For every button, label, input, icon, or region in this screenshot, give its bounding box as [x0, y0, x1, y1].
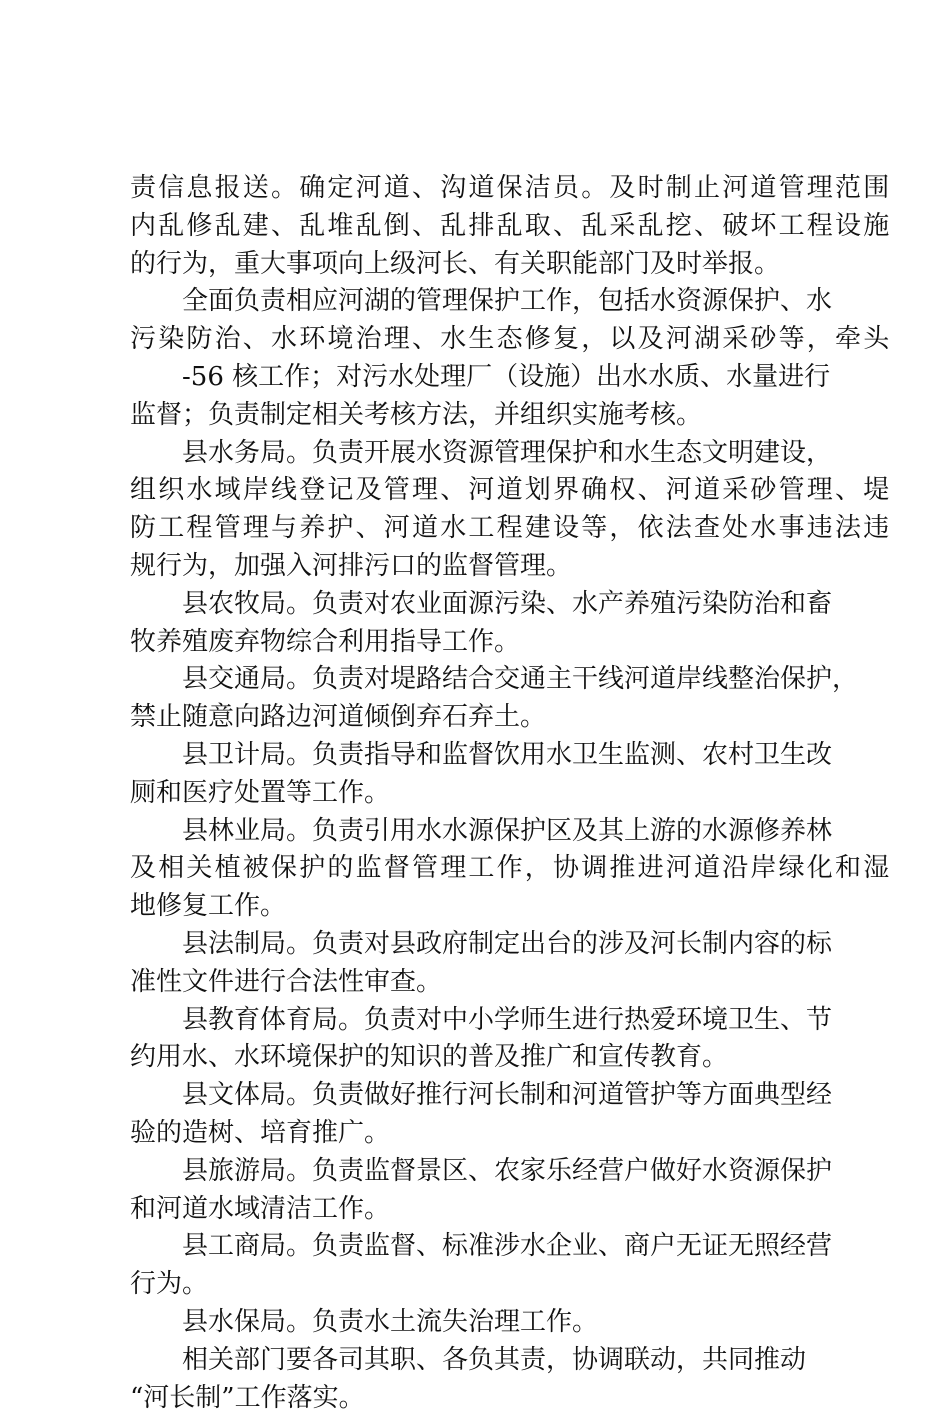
text-line: 验的造树、培育推广。 — [130, 1115, 830, 1153]
text-line: 厕和医疗处置等工作。 — [130, 775, 830, 813]
text-line: 监督；负责制定相关考核方法，并组织实施考核。 — [130, 397, 830, 435]
paragraph-start-line: 相关部门要各司其职、各负其责，协调联动，共同推动 — [130, 1342, 830, 1380]
document-body — [130, 170, 830, 1417]
text-line: 责信息报送。确定河道、沟道保洁员。及时制止河道管理范围 — [130, 170, 830, 208]
text-line: 约用水、水环境保护的知识的普及推广和宣传教育。 — [130, 1039, 830, 1077]
text-line: 禁止随意向路边河道倾倒弃石弃土。 — [130, 699, 830, 737]
text-line: 内乱修乱建、乱堆乱倒、乱排乱取、乱采乱挖、破坏工程设施 — [130, 208, 830, 246]
paragraph-start-line: 县旅游局。负责监督景区、农家乐经营户做好水资源保护 — [130, 1153, 830, 1191]
paragraph-start-line: 县交通局。负责对堤路结合交通主干线河道岸线整治保护， — [130, 661, 830, 699]
paragraph-start-line: 全面负责相应河湖的管理保护工作，包括水资源保护、水 — [130, 283, 830, 321]
text-line: 行为。 — [130, 1266, 830, 1304]
text-line: 规行为，加强入河排污口的监督管理。 — [130, 548, 830, 586]
text-line: -56 核工作；对污水处理厂（设施）出水水质、水量进行 — [130, 359, 830, 397]
text-line: 防工程管理与养护、河道水工程建设等，依法查处水事违法违 — [130, 510, 830, 548]
text-line: 及相关植被保护的监督管理工作，协调推进河道沿岸绿化和湿 — [130, 850, 830, 888]
text-line: 的行为，重大事项向上级河长、有关职能部门及时举报。 — [130, 246, 830, 284]
paragraph-start-line: 县法制局。负责对县政府制定出台的涉及河长制内容的标 — [130, 926, 830, 964]
paragraph-start-line: 县水务局。负责开展水资源管理保护和水生态文明建设， — [130, 435, 830, 473]
text-line: 准性文件进行合法性审查。 — [130, 964, 830, 1002]
paragraph-start-line: 县卫计局。负责指导和监督饮用水卫生监测、农村卫生改 — [130, 737, 830, 775]
paragraph-start-line: 县教育体育局。负责对中小学师生进行热爱环境卫生、节 — [130, 1002, 830, 1040]
paragraph-start-line: 县林业局。负责引用水水源保护区及其上游的水源修养林 — [130, 813, 830, 851]
text-line: 组织水域岸线登记及管理、河道划界确权、河道采砂管理、堤 — [130, 472, 830, 510]
text-line: “河长制”工作落实。 — [130, 1380, 830, 1417]
text-line: 地修复工作。 — [130, 888, 830, 926]
paragraph-start-line: 县文体局。负责做好推行河长制和河道管护等方面典型经 — [130, 1077, 830, 1115]
paragraph-start-line: 县水保局。负责水土流失治理工作。 — [130, 1304, 830, 1342]
paragraph-start-line: 县农牧局。负责对农业面源污染、水产养殖污染防治和畜 — [130, 586, 830, 624]
text-line: 和河道水域清洁工作。 — [130, 1191, 830, 1229]
text-line: 污染防治、水环境治理、水生态修复，以及河湖采砂等，牵头 — [130, 321, 830, 359]
paragraph-start-line: 县工商局。负责监督、标准涉水企业、商户无证无照经营 — [130, 1228, 830, 1266]
text-line: 牧养殖废弃物综合利用指导工作。 — [130, 624, 830, 662]
